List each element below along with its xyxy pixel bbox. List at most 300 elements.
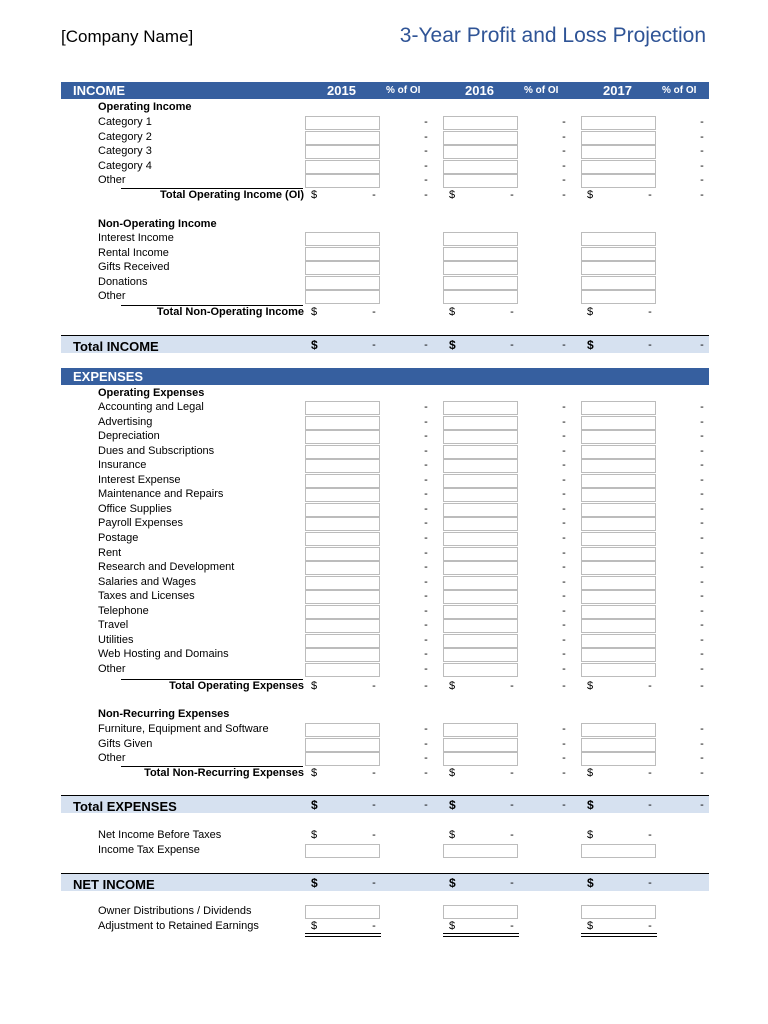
retained-earnings: [61, 920, 709, 934]
operating-expense-row-17-label: Web Hosting and Domains: [98, 648, 229, 661]
operating-expense-row-11-input-2015[interactable]: [305, 561, 380, 575]
operating-income-row-2-input-2016[interactable]: [443, 145, 518, 159]
operating-expense-row-15-label: Travel: [98, 619, 129, 632]
operating-income-row-3-pct-2016: -: [562, 159, 566, 172]
pct-header-2016: % of OI: [524, 85, 559, 96]
total-operating-income-pct-2017: -: [700, 189, 704, 201]
expenses-title: EXPENSES: [73, 369, 144, 384]
total-non-operating-income-currency-2017: $: [587, 306, 594, 318]
operating-expense-row-0-pct-2015: -: [424, 401, 428, 413]
operating-expense-row-13-input-2017[interactable]: [581, 590, 656, 604]
total-income-value-2015: -: [372, 339, 376, 351]
total-income-pct-2016: -: [562, 339, 566, 351]
operating-expense-row-2-pct-2015: -: [424, 430, 428, 443]
operating-expense-row-14-input-2015[interactable]: [305, 605, 380, 619]
non-operating-income-row-1-input-2015[interactable]: [305, 247, 380, 261]
non-operating-income-row-2: [61, 261, 709, 275]
non-recurring-expense-row-2-pct-2015: -: [424, 752, 428, 765]
income-tax-expense-input-2016[interactable]: [443, 844, 518, 858]
operating-expense-row-12-pct-2017: -: [700, 575, 704, 588]
operating-expense-row-12: [61, 576, 709, 590]
non-operating-income-row-3: [61, 276, 709, 290]
non-recurring-expense-row-2-input-2017[interactable]: [581, 752, 656, 766]
operating-expense-row-17-input-2016[interactable]: [443, 648, 518, 662]
operating-income-row-1-input-2017[interactable]: [581, 131, 656, 145]
operating-expense-row-12-pct-2015: -: [424, 575, 428, 588]
page-title: 3-Year Profit and Loss Projection: [399, 24, 706, 47]
operating-expense-row-16-label: Utilities: [98, 633, 134, 646]
operating-expense-row-15-pct-2015: -: [424, 619, 428, 632]
operating-expense-row-13-pct-2016: -: [562, 590, 566, 603]
operating-expense-row-1-pct-2017: -: [700, 415, 704, 428]
total-expenses-currency-2017: $: [587, 798, 594, 812]
non-operating-income-row-0-label: Interest Income: [98, 232, 174, 244]
total-non-operating-income-underline: [121, 305, 303, 306]
operating-expense-row-12-pct-2016: -: [562, 575, 566, 588]
operating-income-row-2-label: Category 3: [98, 145, 152, 158]
non-recurring-expense-row-0-pct-2017: -: [700, 723, 704, 735]
operating-income-row-0-pct-2015: -: [424, 116, 428, 128]
operating-expense-row-5-input-2017[interactable]: [581, 474, 656, 488]
non-operating-income-row-3-input-2015[interactable]: [305, 276, 380, 290]
operating-income-row-4-input-2015[interactable]: [305, 174, 380, 188]
operating-expenses-title-label: Operating Expenses: [98, 387, 205, 399]
operating-income-row-0-label: Category 1: [98, 116, 152, 128]
total-non-recurring-expenses: [61, 767, 709, 781]
operating-expense-row-2-input-2017[interactable]: [581, 430, 656, 444]
total-non-recurring-expenses-value-2016: -: [510, 767, 514, 779]
total-non-operating-income-currency-2016: $: [449, 306, 456, 318]
non-operating-income-row-0-input-2015[interactable]: [305, 232, 380, 246]
income-tax-expense-label: Income Tax Expense: [98, 844, 200, 856]
operating-expense-row-8-label: Payroll Expenses: [98, 517, 183, 530]
operating-income-row-1-input-2015[interactable]: [305, 131, 380, 145]
operating-expense-row-7: [61, 503, 709, 517]
operating-income-row-2-input-2015[interactable]: [305, 145, 380, 159]
non-operating-income-row-1-input-2016[interactable]: [443, 247, 518, 261]
operating-expense-row-10-pct-2015: -: [424, 546, 428, 559]
non-recurring-expense-row-1-input-2015[interactable]: [305, 738, 380, 752]
non-recurring-expense-row-2: [61, 752, 709, 766]
non-operating-income-row-3-input-2016[interactable]: [443, 276, 518, 290]
non-operating-income-row-4: [61, 290, 709, 304]
operating-expense-row-1-input-2017[interactable]: [581, 416, 656, 430]
total-non-operating-income-label: Total Non-Operating Income: [156, 306, 304, 318]
operating-income-row-1-input-2016[interactable]: [443, 131, 518, 145]
total-non-recurring-expenses-currency-2017: $: [587, 767, 594, 779]
income-header: [61, 82, 709, 99]
operating-expense-row-1: [61, 416, 709, 430]
operating-expense-row-4-pct-2015: -: [424, 459, 428, 472]
non-operating-income-row-2-input-2016[interactable]: [443, 261, 518, 275]
total-operating-expenses-currency-2015: $: [311, 680, 318, 692]
operating-expense-row-13-pct-2017: -: [700, 590, 704, 603]
operating-expense-row-9-pct-2016: -: [562, 531, 566, 544]
total-non-recurring-expenses-pct-2016: -: [562, 767, 566, 779]
total-income-currency-2015: $: [311, 338, 318, 352]
operating-expense-row-11-label: Research and Development: [98, 561, 235, 574]
retained-value-2016: -: [510, 920, 514, 932]
total-operating-expenses-currency-2017: $: [587, 680, 594, 692]
operating-expense-row-4-input-2015[interactable]: [305, 459, 380, 473]
total-non-operating-income-value-2017: -: [648, 306, 652, 318]
total-non-recurring-expenses-currency-2016: $: [449, 767, 456, 779]
operating-income-row-2-pct-2017: -: [700, 145, 704, 158]
operating-expense-row-10-input-2015[interactable]: [305, 547, 380, 561]
nibt-value-2017: -: [648, 829, 652, 841]
operating-income-row-1-pct-2016: -: [562, 130, 566, 143]
operating-expense-row-14-input-2017[interactable]: [581, 605, 656, 619]
operating-expense-row-18: [61, 663, 709, 677]
operating-expense-row-13-input-2015[interactable]: [305, 590, 380, 604]
total-operating-income-pct-2016: -: [562, 189, 566, 201]
operating-expense-row-17-pct-2017: -: [700, 648, 704, 661]
operating-expense-row-9-input-2015[interactable]: [305, 532, 380, 546]
operating-expense-row-5-pct-2015: -: [424, 473, 428, 486]
operating-income-row-0-input-2016[interactable]: [443, 116, 518, 130]
owner-distributions-input-2015[interactable]: [305, 905, 380, 919]
operating-expense-row-10-input-2016[interactable]: [443, 547, 518, 561]
net-income-currency-2016: $: [449, 876, 456, 890]
non-recurring-expense-row-1-input-2017[interactable]: [581, 738, 656, 752]
operating-expense-row-4-input-2016[interactable]: [443, 459, 518, 473]
operating-expense-row-18-input-2016[interactable]: [443, 663, 518, 677]
operating-income-row-1: [61, 131, 709, 145]
operating-expense-row-1-pct-2016: -: [562, 415, 566, 428]
retained-value-2017: -: [648, 920, 652, 932]
total-expenses-label: Total EXPENSES: [73, 799, 177, 814]
operating-expense-row-3-pct-2017: -: [700, 444, 704, 457]
operating-income-row-4-input-2017[interactable]: [581, 174, 656, 188]
total-operating-income-value-2017: -: [648, 189, 652, 201]
operating-expense-row-3-input-2017[interactable]: [581, 445, 656, 459]
operating-expense-row-6-pct-2015: -: [424, 488, 428, 501]
operating-expense-row-5: [61, 474, 709, 488]
total-income: [61, 335, 709, 353]
operating-income-row-4-input-2016[interactable]: [443, 174, 518, 188]
total-income-label: Total INCOME: [73, 339, 159, 354]
operating-expense-row-14-pct-2015: -: [424, 604, 428, 617]
operating-income-row-4-label: Other: [98, 174, 126, 187]
operating-expense-row-7-input-2017[interactable]: [581, 503, 656, 517]
operating-expense-row-7-pct-2015: -: [424, 502, 428, 515]
non-operating-income-title: [61, 218, 709, 232]
total-non-recurring-expenses-label: Total Non-Recurring Expenses: [144, 767, 304, 779]
operating-income-row-0: [61, 116, 709, 130]
operating-expense-row-15-input-2015[interactable]: [305, 619, 380, 633]
non-recurring-expense-row-2-input-2016[interactable]: [443, 752, 518, 766]
operating-expense-row-7-pct-2016: -: [562, 502, 566, 515]
operating-expense-row-2-label: Depreciation: [98, 430, 160, 443]
total-expenses-pct-2015: -: [424, 799, 428, 811]
total-operating-expenses: [61, 680, 709, 694]
expenses-header: [61, 368, 709, 385]
non-recurring-expense-row-0-input-2017[interactable]: [581, 723, 656, 737]
operating-income-row-4-pct-2015: -: [424, 174, 428, 187]
operating-expense-row-14: [61, 605, 709, 619]
operating-income-row-1-pct-2017: -: [700, 130, 704, 143]
total-non-recurring-expenses-underline: [121, 766, 303, 767]
operating-expense-row-15-input-2016[interactable]: [443, 619, 518, 633]
operating-expense-row-8-input-2017[interactable]: [581, 517, 656, 531]
non-recurring-expense-row-1-label: Gifts Given: [98, 737, 153, 750]
operating-expense-row-7-label: Office Supplies: [98, 502, 172, 515]
operating-income-row-2-pct-2016: -: [562, 145, 566, 158]
operating-expense-row-7-pct-2017: -: [700, 502, 704, 515]
non-recurring-expense-row-2-label: Other: [98, 752, 126, 765]
non-recurring-expense-row-1: [61, 738, 709, 752]
operating-expense-row-18-input-2015[interactable]: [305, 663, 380, 677]
total-operating-income-pct-2015: -: [424, 189, 428, 201]
total-operating-income-currency-2015: $: [311, 189, 318, 201]
retained-currency-2016: $: [449, 920, 456, 932]
owner-distributions-input-2016[interactable]: [443, 905, 518, 919]
operating-expense-row-1-pct-2015: -: [424, 415, 428, 428]
operating-expense-row-10-pct-2017: -: [700, 546, 704, 559]
retained-double-underline-2016: [443, 933, 519, 937]
operating-expense-row-15-input-2017[interactable]: [581, 619, 656, 633]
operating-expense-row-1-input-2015[interactable]: [305, 416, 380, 430]
operating-expense-row-4: [61, 459, 709, 473]
operating-income-row-0-input-2017[interactable]: [581, 116, 656, 130]
operating-expense-row-10-input-2017[interactable]: [581, 547, 656, 561]
operating-expense-row-4-pct-2016: -: [562, 459, 566, 472]
operating-income-row-3-input-2017[interactable]: [581, 160, 656, 174]
operating-expense-row-11-pct-2015: -: [424, 561, 428, 574]
total-operating-expenses-currency-2016: $: [449, 680, 456, 692]
operating-expense-row-9-input-2017[interactable]: [581, 532, 656, 546]
pct-header-2015: % of OI: [386, 85, 421, 96]
total-non-recurring-expenses-value-2017: -: [648, 767, 652, 779]
total-operating-expenses-value-2016: -: [510, 680, 514, 692]
operating-expense-row-1-label: Advertising: [98, 415, 153, 428]
operating-income-row-3: [61, 160, 709, 174]
operating-expense-row-3-pct-2016: -: [562, 444, 566, 457]
operating-expense-row-0-pct-2016: -: [562, 401, 566, 413]
operating-expense-row-2-pct-2017: -: [700, 430, 704, 443]
total-operating-income-currency-2017: $: [587, 189, 594, 201]
operating-expense-row-11-input-2017[interactable]: [581, 561, 656, 575]
operating-expense-row-5-input-2015[interactable]: [305, 474, 380, 488]
operating-expense-row-3-label: Dues and Subscriptions: [98, 444, 215, 457]
owner-distributions-input-2017[interactable]: [581, 905, 656, 919]
operating-expense-row-17-pct-2015: -: [424, 648, 428, 661]
operating-expense-row-16-input-2015[interactable]: [305, 634, 380, 648]
non-operating-income-row-4-input-2017[interactable]: [581, 290, 656, 304]
operating-income-row-4-pct-2016: -: [562, 174, 566, 187]
non-operating-income-row-0-input-2016[interactable]: [443, 232, 518, 246]
operating-expense-row-14-input-2016[interactable]: [443, 605, 518, 619]
operating-expense-row-15-pct-2016: -: [562, 619, 566, 632]
operating-expense-row-5-input-2016[interactable]: [443, 474, 518, 488]
operating-expense-row-2-input-2016[interactable]: [443, 430, 518, 444]
total-operating-expenses-pct-2015: -: [424, 680, 428, 692]
non-recurring-expense-row-2-pct-2017: -: [700, 752, 704, 765]
operating-expense-row-6-input-2017[interactable]: [581, 488, 656, 502]
year-2016: 2016: [465, 83, 494, 98]
operating-expense-row-6-pct-2017: -: [700, 488, 704, 501]
retained-currency-2017: $: [587, 920, 594, 932]
non-recurring-expenses-title-label: Non-Recurring Expenses: [98, 708, 230, 720]
operating-expense-row-6-label: Maintenance and Repairs: [98, 488, 224, 501]
non-recurring-expense-row-0-input-2016[interactable]: [443, 723, 518, 737]
non-operating-income-row-1: [61, 247, 709, 261]
operating-expense-row-1-input-2016[interactable]: [443, 416, 518, 430]
operating-expense-row-3-input-2015[interactable]: [305, 445, 380, 459]
operating-income-row-0-input-2015[interactable]: [305, 116, 380, 130]
operating-expense-row-0-input-2015[interactable]: [305, 401, 380, 415]
operating-income-row-1-label: Category 2: [98, 130, 152, 143]
total-operating-expenses-value-2015: -: [372, 680, 376, 692]
operating-expense-row-13-input-2016[interactable]: [443, 590, 518, 604]
operating-expense-row-8: [61, 517, 709, 531]
operating-expense-row-6-input-2016[interactable]: [443, 488, 518, 502]
operating-expense-row-9-label: Postage: [98, 531, 139, 544]
operating-expense-row-8-pct-2017: -: [700, 517, 704, 530]
non-operating-income-row-2-input-2015[interactable]: [305, 261, 380, 275]
total-expenses-currency-2015: $: [311, 798, 318, 812]
non-operating-income-row-1-label: Rental Income: [98, 246, 169, 259]
non-operating-income-row-4-input-2016[interactable]: [443, 290, 518, 304]
total-non-recurring-expenses-currency-2015: $: [311, 767, 318, 779]
non-recurring-expense-row-0-pct-2016: -: [562, 723, 566, 735]
net-income-value-2017: -: [648, 877, 652, 889]
operating-expense-row-10: [61, 547, 709, 561]
operating-expense-row-4-input-2017[interactable]: [581, 459, 656, 473]
operating-expense-row-2-pct-2016: -: [562, 430, 566, 443]
operating-expense-row-18-label: Other: [98, 662, 126, 675]
operating-expense-row-6-pct-2016: -: [562, 488, 566, 501]
operating-expense-row-18-pct-2017: -: [700, 662, 704, 675]
total-expenses-pct-2016: -: [562, 799, 566, 811]
operating-expense-row-11: [61, 561, 709, 575]
operating-expense-row-0-pct-2017: -: [700, 401, 704, 413]
operating-expense-row-0-input-2017[interactable]: [581, 401, 656, 415]
operating-expense-row-9-input-2016[interactable]: [443, 532, 518, 546]
operating-expense-row-13-pct-2015: -: [424, 590, 428, 603]
non-recurring-expense-row-0: [61, 723, 709, 737]
operating-expense-row-6-input-2015[interactable]: [305, 488, 380, 502]
operating-expense-row-12-input-2015[interactable]: [305, 576, 380, 590]
operating-expense-row-5-label: Interest Expense: [98, 473, 181, 486]
net-income-value-2016: -: [510, 877, 514, 889]
total-expenses: [61, 795, 709, 813]
total-operating-expenses-pct-2017: -: [700, 680, 704, 692]
total-operating-expenses-underline: [121, 679, 303, 680]
total-non-recurring-expenses-value-2015: -: [372, 767, 376, 779]
operating-expense-row-12-label: Salaries and Wages: [98, 575, 197, 588]
non-operating-income-row-0-input-2017[interactable]: [581, 232, 656, 246]
total-operating-expenses-value-2017: -: [648, 680, 652, 692]
total-operating-income-currency-2016: $: [449, 189, 456, 201]
net-income-currency-2015: $: [311, 876, 318, 890]
non-operating-income-title-label: Non-Operating Income: [98, 218, 217, 230]
operating-expense-row-9-pct-2015: -: [424, 531, 428, 544]
operating-expense-row-18-input-2017[interactable]: [581, 663, 656, 677]
operating-expense-row-16: [61, 634, 709, 648]
operating-income-row-2-input-2017[interactable]: [581, 145, 656, 159]
operating-income-row-0-pct-2017: -: [700, 116, 704, 128]
operating-expense-row-8-pct-2016: -: [562, 517, 566, 530]
operating-expense-row-8-input-2015[interactable]: [305, 517, 380, 531]
operating-expense-row-17-input-2017[interactable]: [581, 648, 656, 662]
operating-expense-row-8-input-2016[interactable]: [443, 517, 518, 531]
operating-expense-row-16-input-2017[interactable]: [581, 634, 656, 648]
operating-expense-row-0-input-2016[interactable]: [443, 401, 518, 415]
non-recurring-expense-row-0-pct-2015: -: [424, 723, 428, 735]
operating-expense-row-18-pct-2015: -: [424, 662, 428, 675]
operating-expense-row-5-pct-2016: -: [562, 473, 566, 486]
total-income-pct-2017: -: [700, 339, 704, 351]
operating-expense-row-2-input-2015[interactable]: [305, 430, 380, 444]
operating-expense-row-11-input-2016[interactable]: [443, 561, 518, 575]
nibt-value-2015: -: [372, 829, 376, 841]
non-recurring-expense-row-2-input-2015[interactable]: [305, 752, 380, 766]
non-recurring-expenses-title: [61, 708, 709, 722]
total-expenses-pct-2017: -: [700, 799, 704, 811]
operating-expense-row-16-input-2016[interactable]: [443, 634, 518, 648]
operating-income-row-3-input-2015[interactable]: [305, 160, 380, 174]
operating-income-row-3-input-2016[interactable]: [443, 160, 518, 174]
operating-expense-row-12-input-2017[interactable]: [581, 576, 656, 590]
net-income-label: NET INCOME: [73, 877, 155, 892]
retained-double-underline-2017: [581, 933, 657, 937]
income-tax-expense-input-2015[interactable]: [305, 844, 380, 858]
non-operating-income-row-3-input-2017[interactable]: [581, 276, 656, 290]
non-operating-income-row-1-input-2017[interactable]: [581, 247, 656, 261]
non-recurring-expense-row-1-input-2016[interactable]: [443, 738, 518, 752]
operating-expense-row-15: [61, 619, 709, 633]
total-non-operating-income-value-2016: -: [510, 306, 514, 318]
operating-income-title-label: Operating Income: [98, 101, 192, 113]
operating-expense-row-2: [61, 430, 709, 444]
retained-earnings-label: Adjustment to Retained Earnings: [98, 920, 259, 932]
operating-expense-row-9: [61, 532, 709, 546]
total-non-operating-income-currency-2015: $: [311, 306, 318, 318]
operating-expense-row-3-input-2016[interactable]: [443, 445, 518, 459]
non-operating-income-row-2-input-2017[interactable]: [581, 261, 656, 275]
year-2017: 2017: [603, 83, 632, 98]
non-operating-income-row-0: [61, 232, 709, 246]
total-operating-expenses-pct-2016: -: [562, 680, 566, 692]
operating-expense-row-12-input-2016[interactable]: [443, 576, 518, 590]
non-operating-income-row-4-input-2015[interactable]: [305, 290, 380, 304]
total-operating-income-value-2015: -: [372, 189, 376, 201]
total-income-value-2017: -: [648, 339, 652, 351]
non-recurring-expense-row-0-label: Furniture, Equipment and Software: [98, 723, 269, 735]
retained-value-2015: -: [372, 920, 376, 932]
operating-expense-row-11-pct-2016: -: [562, 561, 566, 574]
operating-expense-row-7-input-2016[interactable]: [443, 503, 518, 517]
non-recurring-expense-row-0-input-2015[interactable]: [305, 723, 380, 737]
net-income-before-taxes: [61, 829, 709, 843]
operating-expense-row-10-label: Rent: [98, 546, 122, 559]
net-income-currency-2017: $: [587, 876, 594, 890]
total-non-recurring-expenses-pct-2015: -: [424, 767, 428, 779]
operating-expense-row-7-input-2015[interactable]: [305, 503, 380, 517]
operating-expense-row-17-pct-2016: -: [562, 648, 566, 661]
operating-income-row-2: [61, 145, 709, 159]
operating-expense-row-10-pct-2016: -: [562, 546, 566, 559]
nibt-value-2016: -: [510, 829, 514, 841]
operating-expense-row-17-input-2015[interactable]: [305, 648, 380, 662]
operating-income-row-4-pct-2017: -: [700, 174, 704, 187]
nibt-currency-2016: $: [449, 829, 456, 841]
operating-expense-row-8-pct-2015: -: [424, 517, 428, 530]
operating-expense-row-0: [61, 401, 709, 415]
operating-expense-row-13: [61, 590, 709, 604]
income-tax-expense-input-2017[interactable]: [581, 844, 656, 858]
